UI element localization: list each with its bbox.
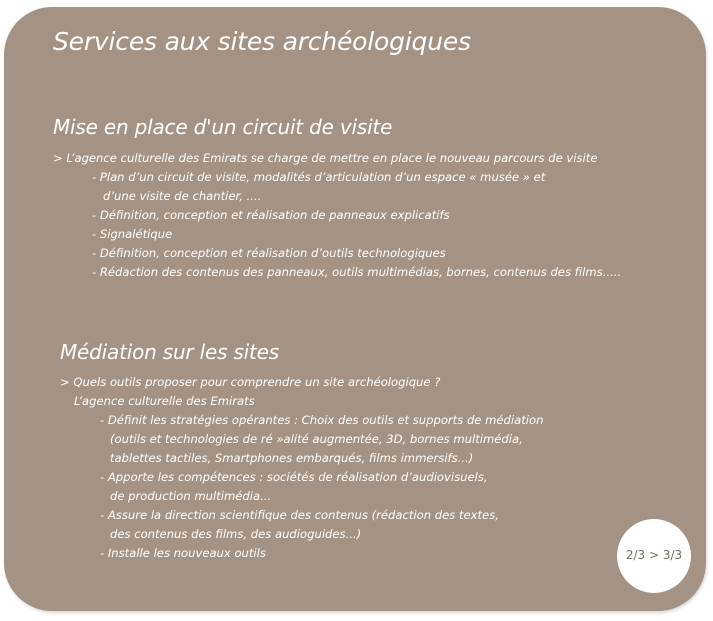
page-title: Services aux sites archéologiques [53, 27, 471, 56]
section2-intro: > Quels outils proposer pour comprendre un site archéologique ? [60, 375, 441, 389]
content-card [4, 7, 706, 611]
section1-line: d’une visite de chantier, .... [103, 189, 262, 203]
section-heading-mediation: Médiation sur les sites [60, 340, 279, 364]
section2-line: tablettes tactiles, Smartphones embarqués, films immersifs...) [110, 451, 474, 465]
section2-agency: L’agence culturelle des Emirats [74, 394, 255, 408]
pagination-label[interactable]: 2/3 > 3/3 [625, 548, 683, 562]
section1-line: - Rédaction des contenus des panneaux, outils multimédias, bornes, contenus des films..... [92, 265, 622, 279]
section1-intro: > L’agence culturelle des Emirats se charge de mettre en place le nouveau parcours de visite [53, 151, 598, 165]
section2-line: - Assure la direction scientifique des contenus (rédaction des textes, [100, 508, 499, 522]
section1-line: - Définition, conception et réalisation de panneaux explicatifs [92, 208, 450, 222]
section2-line: - Apporte les compétences : sociétés de réalisation d’audiovisuels, [100, 470, 488, 484]
section2-line: - Définit les stratégies opérantes : Choix des outils et supports de médiation [100, 413, 544, 427]
section2-line: - Installe les nouveaux outils [100, 546, 266, 560]
section2-line: de production multimédia... [110, 489, 272, 503]
section1-line: - Signalétique [92, 227, 173, 241]
section2-line: (outils et technologies de ré »alité augmentée, 3D, bornes multimédia, [110, 432, 523, 446]
section2-line: des contenus des films, des audioguides...) [110, 527, 362, 541]
section-heading-circuit: Mise en place d'un circuit de visite [53, 115, 393, 139]
section1-line: - Plan d’un circuit de visite, modalités d’articulation d’un espace « musée » et [92, 170, 546, 184]
section1-line: - Définition, conception et réalisation d’outils technologiques [92, 246, 446, 260]
